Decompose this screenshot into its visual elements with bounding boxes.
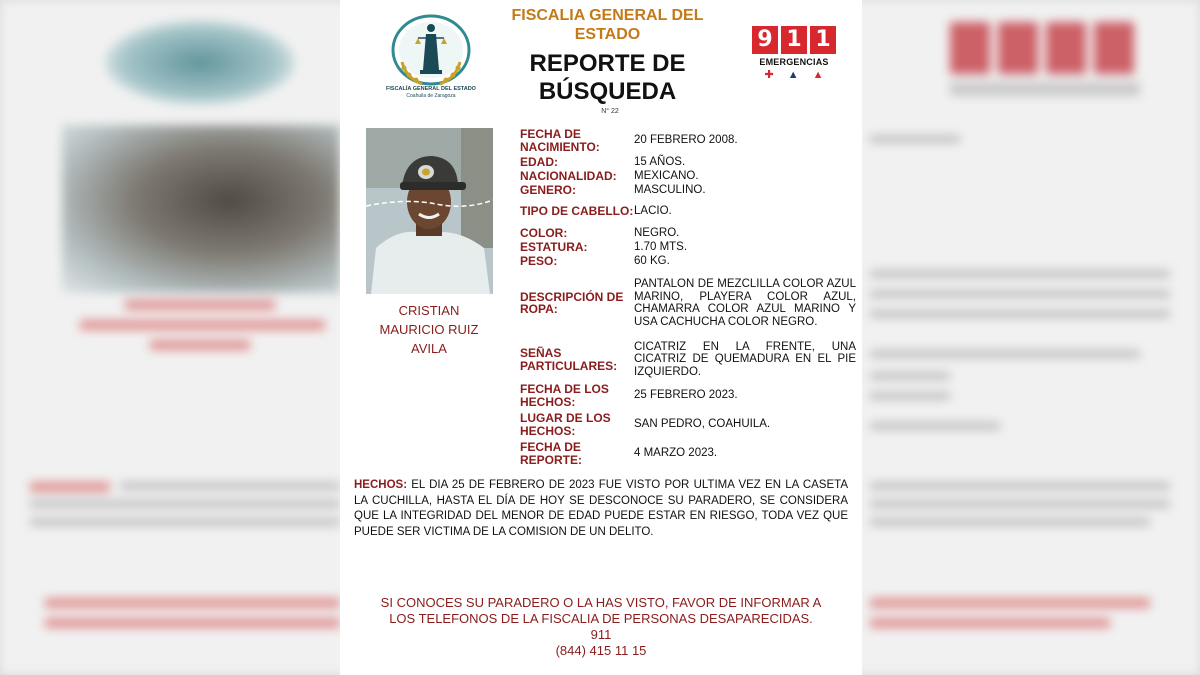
cta-line1: SI CONOCES SU PARADERO O LA HAS VISTO, FAVOR DE INFORMAR A — [380, 595, 822, 610]
cta-line2: LOS TELEFONOS DE LA FISCALIA DE PERSONAS DESAPARECIDAS. — [389, 611, 813, 626]
detail-row-gender — [520, 183, 856, 197]
detail-row-clothing — [520, 268, 856, 338]
person-name — [364, 301, 494, 358]
report-title — [490, 50, 725, 106]
blurred-hechos-line — [870, 518, 1150, 526]
person-name-line1: CRISTIAN — [398, 303, 460, 318]
detail-row-event-place — [520, 410, 856, 439]
detail-row-nationality — [520, 169, 856, 183]
cta-phone-911: 911 — [590, 627, 612, 642]
person-name-line2: MAURICIO RUIZ — [379, 322, 479, 337]
agency-title-line2: ESTADO — [574, 26, 641, 43]
fiscalia-logo-name: FISCALÍA GENERAL DEL ESTADO — [386, 86, 476, 92]
blurred-text-line — [870, 350, 1140, 358]
blurred-hechos-line — [120, 482, 340, 490]
detail-value: 1.70 MTS. — [634, 240, 688, 253]
detail-value: 4 MARZO 2023. — [634, 447, 718, 460]
detail-value: MASCULINO. — [634, 183, 706, 196]
detail-value: NEGRO. — [634, 226, 680, 239]
emergency-digit: 1 — [810, 26, 836, 54]
person-name-line3: AVILA — [411, 341, 447, 356]
detail-label: COLOR: — [520, 225, 568, 240]
blurred-hechos-line — [30, 518, 340, 526]
detail-label: EDAD: — [520, 154, 558, 169]
blurred-hechos-line — [30, 482, 110, 492]
detail-row-event-date — [520, 381, 856, 410]
detail-row-marks — [520, 338, 856, 381]
blurred-photo — [62, 125, 340, 293]
blurred-cta-line — [45, 598, 340, 608]
blurred-name-line — [80, 320, 325, 330]
blurred-text-line — [870, 310, 1170, 318]
missing-person-flyer — [340, 0, 862, 675]
detail-value: 60 KG. — [634, 254, 670, 267]
blurred-text-line — [870, 270, 1170, 278]
detail-row-birthdate — [520, 126, 856, 155]
detail-value: 20 FEBRERO 2008. — [634, 134, 738, 147]
detail-row-color — [520, 226, 856, 240]
agency-title-line1: FISCALIA GENERAL DEL — [511, 7, 704, 24]
emergency-digits — [752, 26, 836, 54]
blurred-hechos-line — [870, 482, 1170, 490]
emergency-911-logo — [752, 26, 836, 90]
detail-row-report-date — [520, 439, 856, 468]
detail-label: PESO: — [520, 253, 558, 268]
cta-phone-number: (844) 415 11 15 — [555, 643, 647, 658]
blurred-text-line — [870, 422, 1000, 430]
detail-label: DESCRIPCIÓN DE ROPA: — [520, 289, 624, 316]
blurred-name-line — [150, 340, 250, 350]
detail-row-height — [520, 240, 856, 254]
detail-row-age — [520, 155, 856, 169]
fire-icon: ▲ — [812, 69, 824, 81]
detail-label: FECHA DE REPORTE: — [520, 440, 583, 467]
blurred-hechos-line — [30, 500, 340, 508]
detail-value: MEXICANO. — [634, 169, 699, 182]
report-number: N° 22 — [601, 108, 619, 115]
blurred-hechos-line — [870, 500, 1170, 508]
detail-label: FECHA DE LOS HECHOS: — [520, 382, 609, 409]
detail-value: LACIO. — [634, 205, 672, 218]
detail-value: PANTALON DE MEZCLILLA COLOR AZUL MARINO, PLAYERA COLOR AZUL, CHAMARRA COLOR AZUL MARINO Y USA CACHUCHA COLOR NEGRO. — [634, 278, 856, 328]
blurred-cta-line — [870, 618, 1110, 628]
report-title-line2: BÚSQUEDA — [538, 78, 677, 105]
blurred-cta-line — [45, 618, 340, 628]
emergency-label: EMERGENCIAS — [759, 57, 829, 67]
detail-label: GENERO: — [520, 182, 577, 197]
missing-person-photo — [366, 128, 493, 294]
incident-text: EL DIA 25 DE FEBRERO DE 2023 FUE VISTO POR ULTIMA VEZ EN LA CASETA LA CUCHILLA, HASTA EL DÍA DE HOY SE DESCONOCE SU PARADERO, SE CONSIDERA QUE LA INTEGRIDAD DEL MENOR DE EDAD PUEDE ESTAR EN RIESGO, TODA VEZ QUE PUEDE SER VICTIMA DE LA COMISION DE UN DELITO. — [354, 479, 848, 538]
red-cross-icon: ✚ — [764, 69, 774, 81]
detail-row-weight — [520, 254, 856, 268]
incident-description — [354, 478, 848, 540]
detail-label: FECHA DE NACIMIENTO: — [520, 127, 600, 154]
detail-label: LUGAR DE LOS HECHOS: — [520, 411, 611, 438]
blurred-cta-line — [870, 598, 1150, 608]
blurred-logo-left — [105, 20, 295, 105]
detail-label: ESTATURA: — [520, 239, 588, 254]
detail-value: 25 FEBRERO 2023. — [634, 389, 738, 402]
agency-title — [490, 6, 725, 44]
emergency-digit: 9 — [752, 26, 778, 54]
fiscalia-logo-subtitle: Coahuila de Zaragoza — [406, 93, 456, 99]
incident-label: HECHOS: — [354, 479, 408, 491]
detail-row-hair-type — [520, 197, 856, 226]
emergency-digit: 1 — [781, 26, 807, 54]
blurred-name-line — [125, 300, 275, 310]
report-title-line1: REPORTE DE — [529, 50, 686, 77]
detail-value: SAN PEDRO, COAHUILA. — [634, 418, 771, 431]
blurred-text-line — [870, 290, 1170, 298]
contact-call-to-action — [340, 595, 862, 659]
police-cap-icon: ▲ — [787, 69, 799, 81]
blurred-text-line — [870, 392, 950, 400]
blurred-text-line — [870, 135, 960, 143]
detail-label: SEÑAS PARTICULARES: — [520, 346, 618, 373]
detail-value: 15 AÑOS. — [634, 155, 686, 168]
detail-label: NACIONALIDAD: — [520, 168, 617, 183]
detail-value: CICATRIZ EN LA FRENTE, UNA CICATRIZ DE QUEMADURA EN EL PIE IZQUIERDO. — [634, 340, 856, 378]
blurred-logo-right-caption — [950, 82, 1140, 96]
blurred-text-line — [870, 372, 950, 380]
emergency-icons — [752, 69, 836, 81]
blurred-logo-right — [950, 22, 1140, 74]
detail-label: TIPO DE CABELLO: — [520, 204, 634, 219]
person-details — [520, 126, 856, 468]
